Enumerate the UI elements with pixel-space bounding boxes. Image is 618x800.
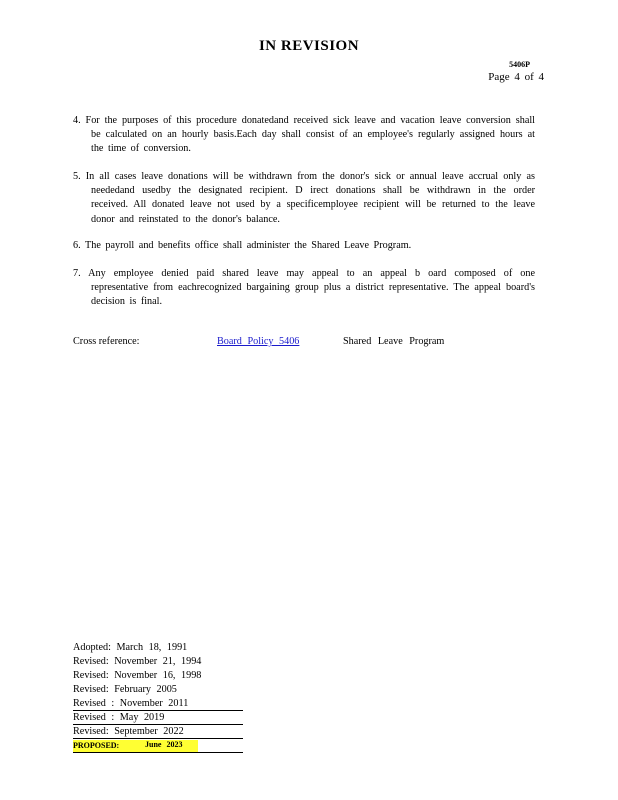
board-policy-link[interactable]: Board Policy 5406	[217, 336, 300, 347]
paragraph-text: 5. In all cases leave donations will be withdrawn from the donor's sick or annual leave accrual only as neededand usedby the designated recipient. D irect donations shall be withdrawn in the order received. All donated leave not used by a specificemployee recipient will be returned to the leave donor and reinstated to the donor's balance.	[73, 171, 535, 225]
policy-title: Shared Leave Program	[343, 336, 445, 347]
paragraph-text: 4. For the purposes of this procedure donatedand received sick leave and vacation leave conversion shall be calculated on an hourly basis.Each day shall consist of an employee's regularly assigned hours at the time of conversion.	[73, 115, 535, 155]
revision-history	[73, 641, 243, 753]
history-revised: Revised: November 21, 1994	[73, 656, 202, 667]
procedure-paragraph-4	[73, 114, 535, 157]
procedure-paragraph-6	[73, 239, 535, 253]
history-adopted: Adopted: March 18, 1991	[73, 642, 188, 653]
paragraph-text: 7. Any employee denied paid shared leave may appeal to an appeal b oard composed of one representative from eachrecognized bargaining group plus a district representative. The appeal board's decision is final.	[73, 268, 535, 308]
procedure-paragraph-5	[73, 170, 535, 227]
proposed-label: PROPOSED:	[73, 741, 120, 750]
cross-reference	[73, 336, 533, 350]
history-revised: Revised: September 2022	[73, 725, 243, 739]
history-proposed	[73, 739, 243, 753]
history-revised: Revised: February 2005	[73, 684, 177, 695]
procedure-paragraph-7	[73, 267, 535, 310]
policy-code: 5406P	[509, 60, 530, 69]
history-revised: Revised : November 2011	[73, 697, 243, 711]
paragraph-text: 6. The payroll and benefits office shall administer the Shared Leave Program.	[73, 240, 412, 251]
history-revised: Revised: November 16, 1998	[73, 670, 202, 681]
proposed-date: June 2023	[145, 740, 183, 749]
cross-reference-label: Cross reference:	[73, 336, 140, 347]
page-number: Page 4 of 4	[488, 71, 544, 83]
history-revised: Revised : May 2019	[73, 711, 243, 725]
page-title: IN REVISION	[258, 38, 360, 54]
